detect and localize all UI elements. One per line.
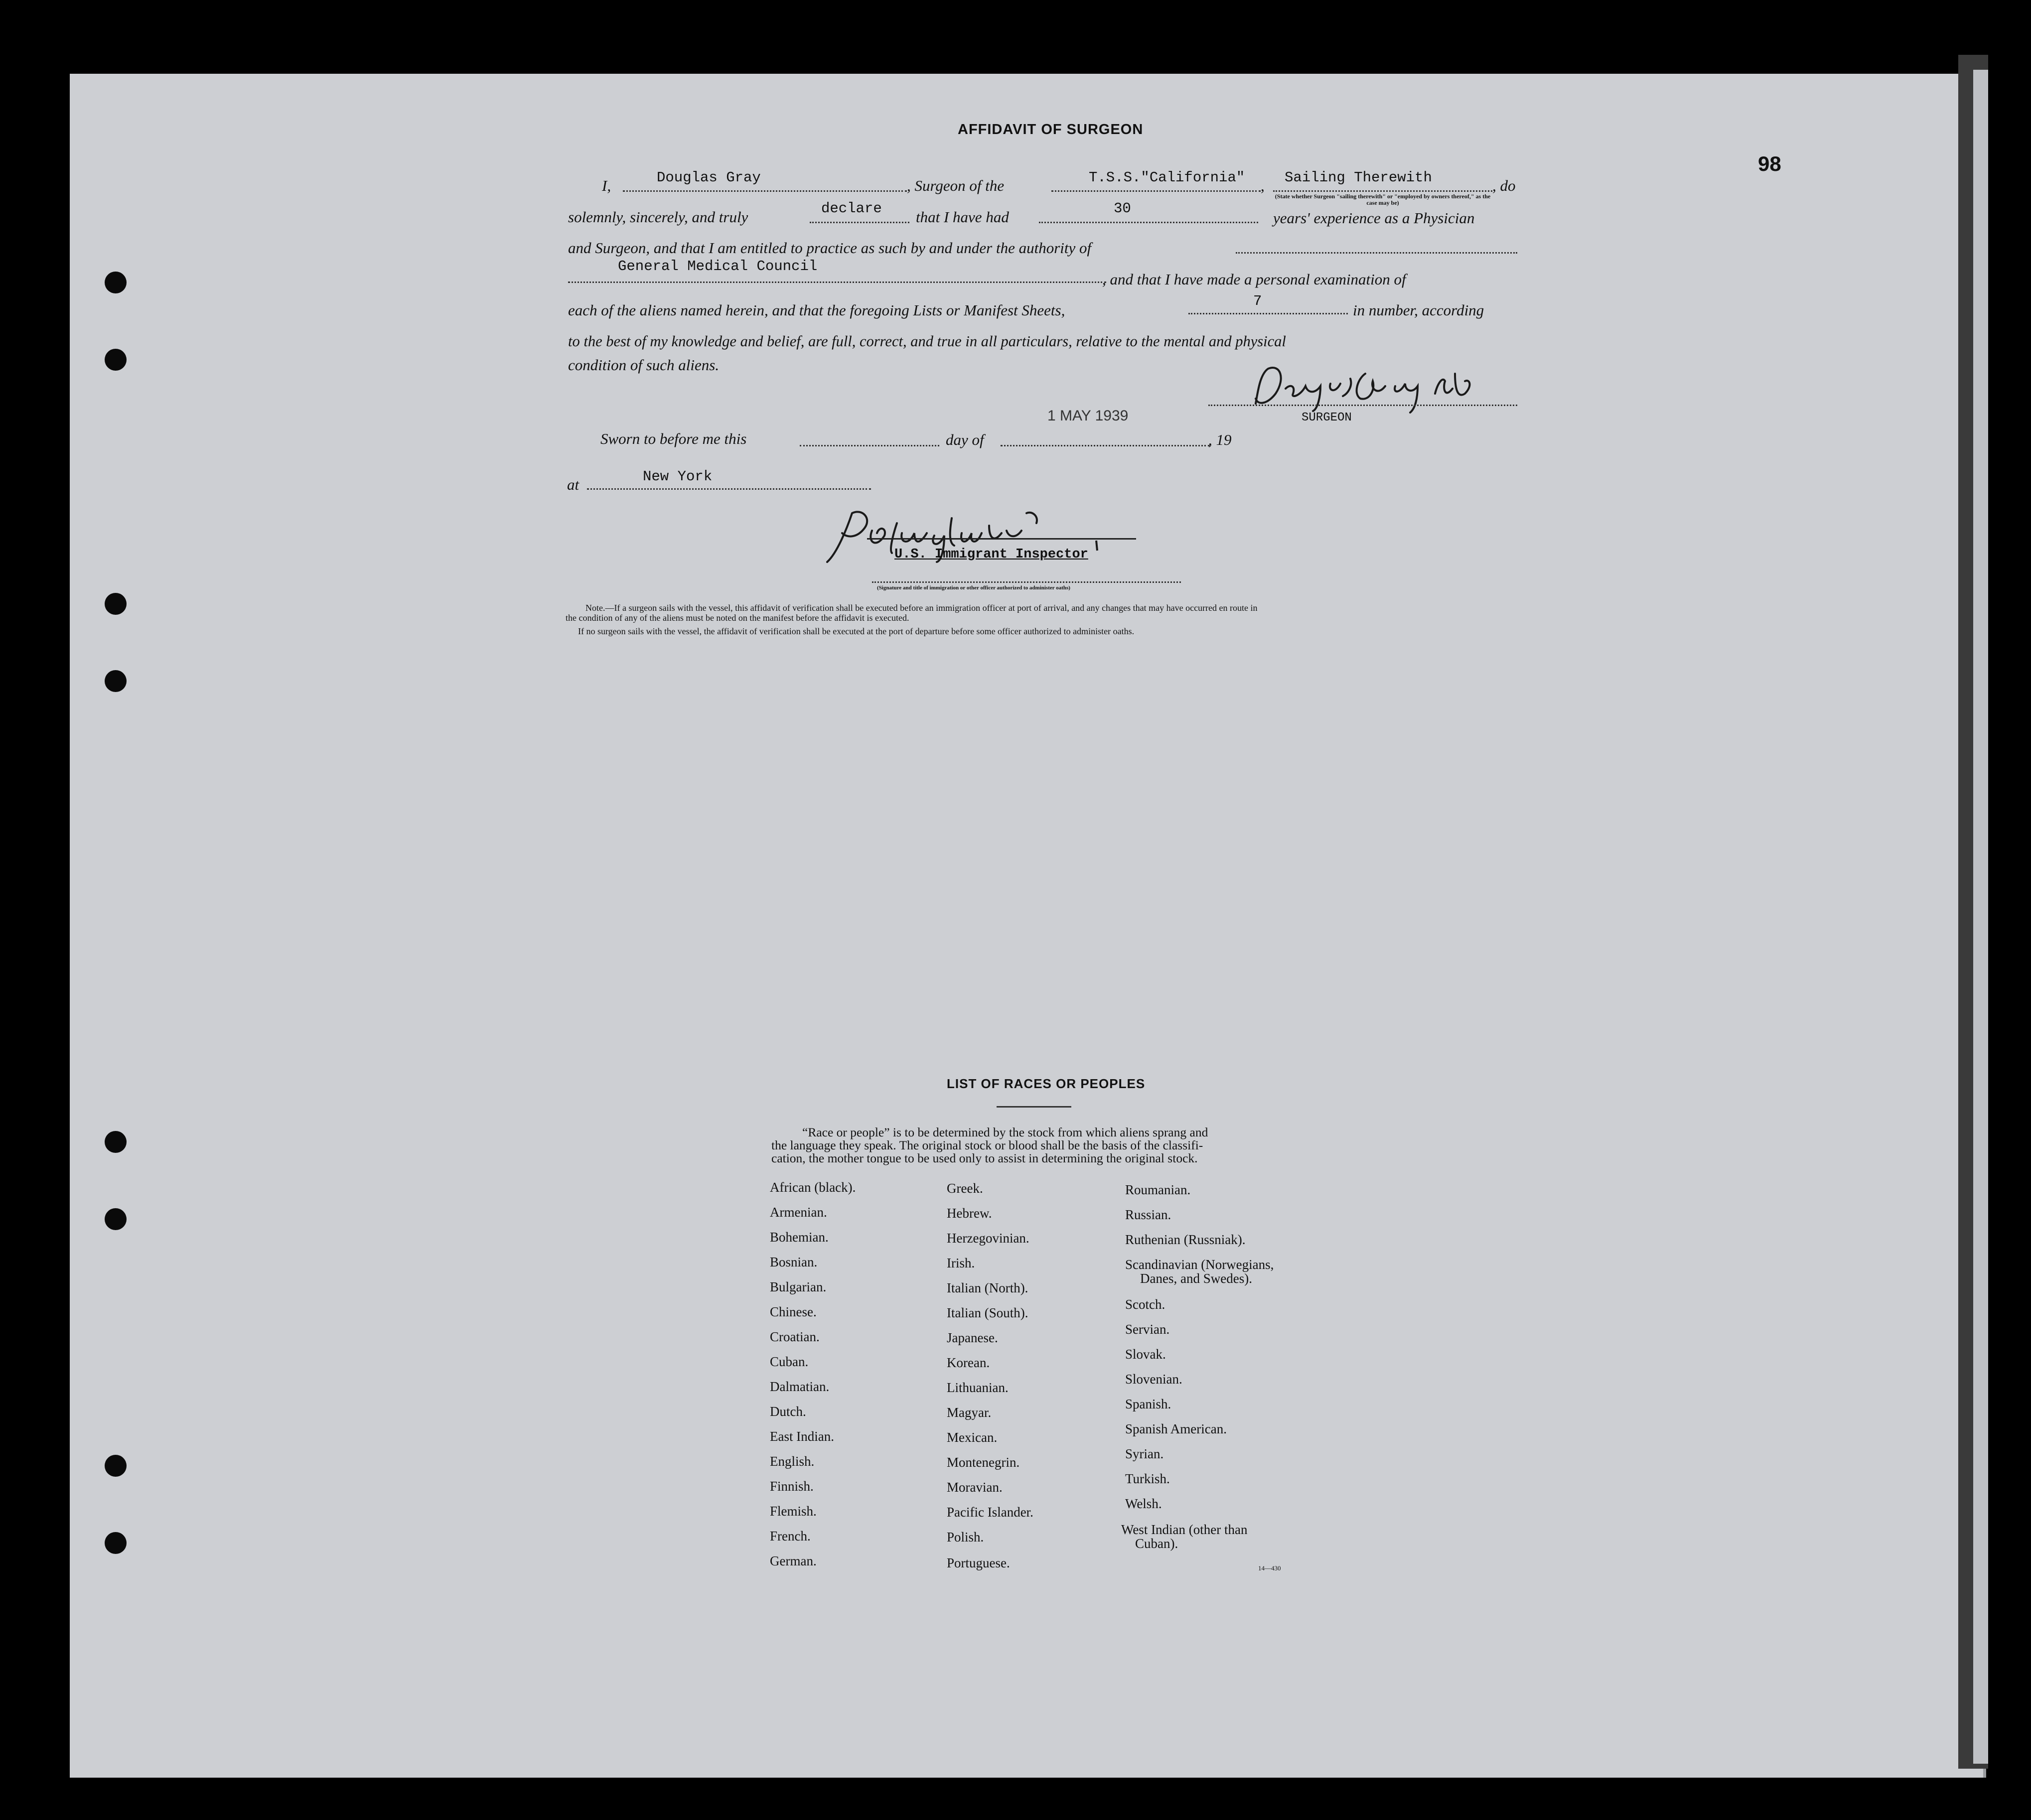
- signature-rule: [867, 538, 1136, 540]
- authority-text: and Surgeon, and that I am entitled to practice as such by and under the authority of: [568, 239, 1092, 257]
- affidavit-title: AFFIDAVIT OF SURGEON: [958, 122, 1144, 138]
- race-item: Flemish.: [770, 1504, 817, 1519]
- race-item: Scandinavian (Norwegians,: [1125, 1257, 1274, 1272]
- year-prefix: , 19: [1208, 431, 1232, 448]
- authority-line-end: [1236, 252, 1517, 254]
- races-intro-3: cation, the mother tongue to be used only to assist in determining the original stock.: [771, 1151, 1198, 1165]
- race-item: African (black).: [770, 1180, 856, 1195]
- have-had-text: that I have had: [916, 208, 1009, 226]
- race-item: Danes, and Swedes).: [1140, 1271, 1252, 1286]
- page-number: 98: [1758, 152, 1781, 175]
- race-item: Lithuanian.: [947, 1380, 1009, 1395]
- race-item: Croatian.: [770, 1329, 820, 1344]
- race-item: Finnish.: [770, 1479, 814, 1494]
- page-edge: [1973, 70, 1988, 1764]
- race-item: Chinese.: [770, 1304, 817, 1319]
- race-item: Irish.: [947, 1256, 975, 1270]
- sheets-value: 7: [1253, 293, 1262, 309]
- race-item: Turkish.: [1125, 1471, 1170, 1486]
- surgeon-label: SURGEON: [1302, 411, 1352, 424]
- race-item: Polish.: [947, 1530, 984, 1544]
- word-i: I,: [602, 177, 611, 194]
- date-stamp: 1 MAY 1939: [1047, 408, 1129, 424]
- years-exp-text: years' experience as a Physician: [1273, 209, 1475, 227]
- document-page: [70, 74, 1986, 1778]
- declare-value: declare: [821, 200, 882, 217]
- race-item: Russian.: [1125, 1207, 1171, 1222]
- years-value: 30: [1114, 200, 1131, 217]
- races-intro-1: “Race or people” is to be determined by the stock from which aliens sprang and: [802, 1125, 1208, 1139]
- race-item: Syrian.: [1125, 1446, 1164, 1461]
- sworn-text: Sworn to before me this: [600, 430, 747, 447]
- affidavit-note-1: Note.—If a surgeon sails with the vessel, this affidavit of verification shall be executed before an immigration officer at port of arrival, and any changes that may have occurred en route in: [585, 603, 1258, 613]
- race-item: Herzegovinian.: [947, 1231, 1029, 1246]
- race-item: French.: [770, 1529, 811, 1543]
- sailing-line: [1273, 190, 1492, 192]
- race-item: Slovak.: [1125, 1347, 1166, 1362]
- binder-hole: [105, 593, 127, 615]
- declare-line: [810, 222, 909, 223]
- condition-text: condition of such aliens.: [568, 356, 720, 374]
- race-item: Dalmatian.: [770, 1379, 830, 1394]
- surgeon-name-value: Douglas Gray: [657, 169, 761, 186]
- each-aliens-text: each of the aliens named herein, and that the foregoing Lists or Manifest Sheets,: [568, 301, 1065, 319]
- race-item: Scotch.: [1125, 1297, 1165, 1312]
- race-item: Ruthenian (Russniak).: [1125, 1232, 1246, 1247]
- sworn-month-line: [1001, 445, 1210, 446]
- race-item: East Indian.: [770, 1429, 834, 1444]
- inspector-note: (Signature and title of immigration or other officer authorized to administer oaths): [877, 585, 1070, 591]
- affidavit-note-3: If no surgeon sails with the vessel, the affidavit of verification shall be executed at the port of departure before some officer authorized to administer oaths.: [578, 626, 1135, 636]
- race-item: German.: [770, 1553, 817, 1568]
- binder-hole: [105, 1131, 127, 1153]
- race-item: Hebrew.: [947, 1206, 992, 1221]
- day-of-text: day of: [946, 431, 984, 448]
- race-item: Japanese.: [947, 1330, 998, 1345]
- place-line: [587, 488, 871, 490]
- race-item: Bulgarian.: [770, 1279, 827, 1294]
- race-item: Mexican.: [947, 1430, 998, 1445]
- comma: ,: [1261, 177, 1265, 194]
- surgeon-signature-line: [1208, 405, 1517, 406]
- race-item: Bosnian.: [770, 1255, 818, 1269]
- race-item: Greek.: [947, 1181, 983, 1196]
- race-item: Welsh.: [1125, 1496, 1162, 1511]
- inspector-title: U.S. Immigrant Inspector: [894, 547, 1088, 562]
- race-item: Servian.: [1125, 1322, 1170, 1337]
- in-number-text: in number, according: [1353, 301, 1484, 319]
- years-line: [1039, 222, 1258, 223]
- best-knowledge-text: to the best of my knowledge and belief, are full, correct, and true in all particulars, relative to the mental and physical: [568, 333, 1286, 350]
- races-intro-2: the language they speak. The original stock or blood shall be the basis of the classifi-: [771, 1138, 1203, 1152]
- race-item: Slovenian.: [1125, 1372, 1182, 1387]
- binder-hole: [105, 1455, 127, 1477]
- personal-exam-text: , and that I have made a personal examination of: [1102, 271, 1406, 288]
- race-item: Spanish American.: [1125, 1421, 1227, 1436]
- race-item: Bohemian.: [770, 1230, 829, 1245]
- race-item: Armenian.: [770, 1205, 827, 1220]
- race-item: Italian (North).: [947, 1280, 1028, 1295]
- binder-hole: [105, 349, 127, 371]
- race-item: Portuguese.: [947, 1555, 1010, 1570]
- sailing-value: Sailing Therewith: [1285, 169, 1432, 186]
- surgeon-of-label: , Surgeon of the: [907, 177, 1005, 194]
- race-item: Cuban).: [1135, 1536, 1178, 1551]
- ship-line: [1051, 190, 1261, 192]
- sworn-day-line: [800, 445, 939, 446]
- race-item: Cuban.: [770, 1354, 809, 1369]
- race-item: Montenegrin.: [947, 1455, 1020, 1470]
- race-item: Italian (South).: [947, 1305, 1028, 1320]
- races-title-rule: [997, 1106, 1071, 1108]
- races-title: LIST OF RACES OR PEOPLES: [947, 1076, 1146, 1091]
- affidavit-note-2: the condition of any of the aliens must be noted on the manifest before the affidavit is executed.: [566, 613, 909, 623]
- surgeon-name-line: [623, 190, 907, 192]
- race-item: Dutch.: [770, 1404, 806, 1419]
- authority-line: [568, 281, 1106, 283]
- race-item: Magyar.: [947, 1405, 992, 1420]
- do-label: , do: [1492, 177, 1516, 194]
- race-item: Pacific Islander.: [947, 1505, 1033, 1520]
- binder-hole: [105, 272, 127, 293]
- binder-hole: [105, 1208, 127, 1230]
- solemnly-text: solemnly, sincerely, and truly: [568, 208, 748, 226]
- race-item: Spanish.: [1125, 1397, 1171, 1411]
- race-item: Moravian.: [947, 1480, 1003, 1495]
- inspector-line: [872, 581, 1181, 583]
- sheets-line: [1188, 313, 1348, 314]
- binder-hole: [105, 1532, 127, 1554]
- at-text: at: [567, 476, 580, 493]
- race-item: West Indian (other than: [1121, 1522, 1248, 1537]
- race-item: Korean.: [947, 1355, 990, 1370]
- ship-value: T.S.S."California": [1089, 169, 1245, 186]
- authority-value: General Medical Council: [618, 258, 818, 275]
- sailing-note: (State whether Surgeon "sailing therewith" or "employed by owners thereof," as the case may be): [1275, 193, 1491, 206]
- form-code: 14—430: [1258, 1564, 1281, 1572]
- race-item: Roumanian.: [1125, 1182, 1191, 1197]
- binder-hole: [105, 670, 127, 692]
- place-value: New York: [643, 468, 713, 485]
- race-item: English.: [770, 1454, 815, 1469]
